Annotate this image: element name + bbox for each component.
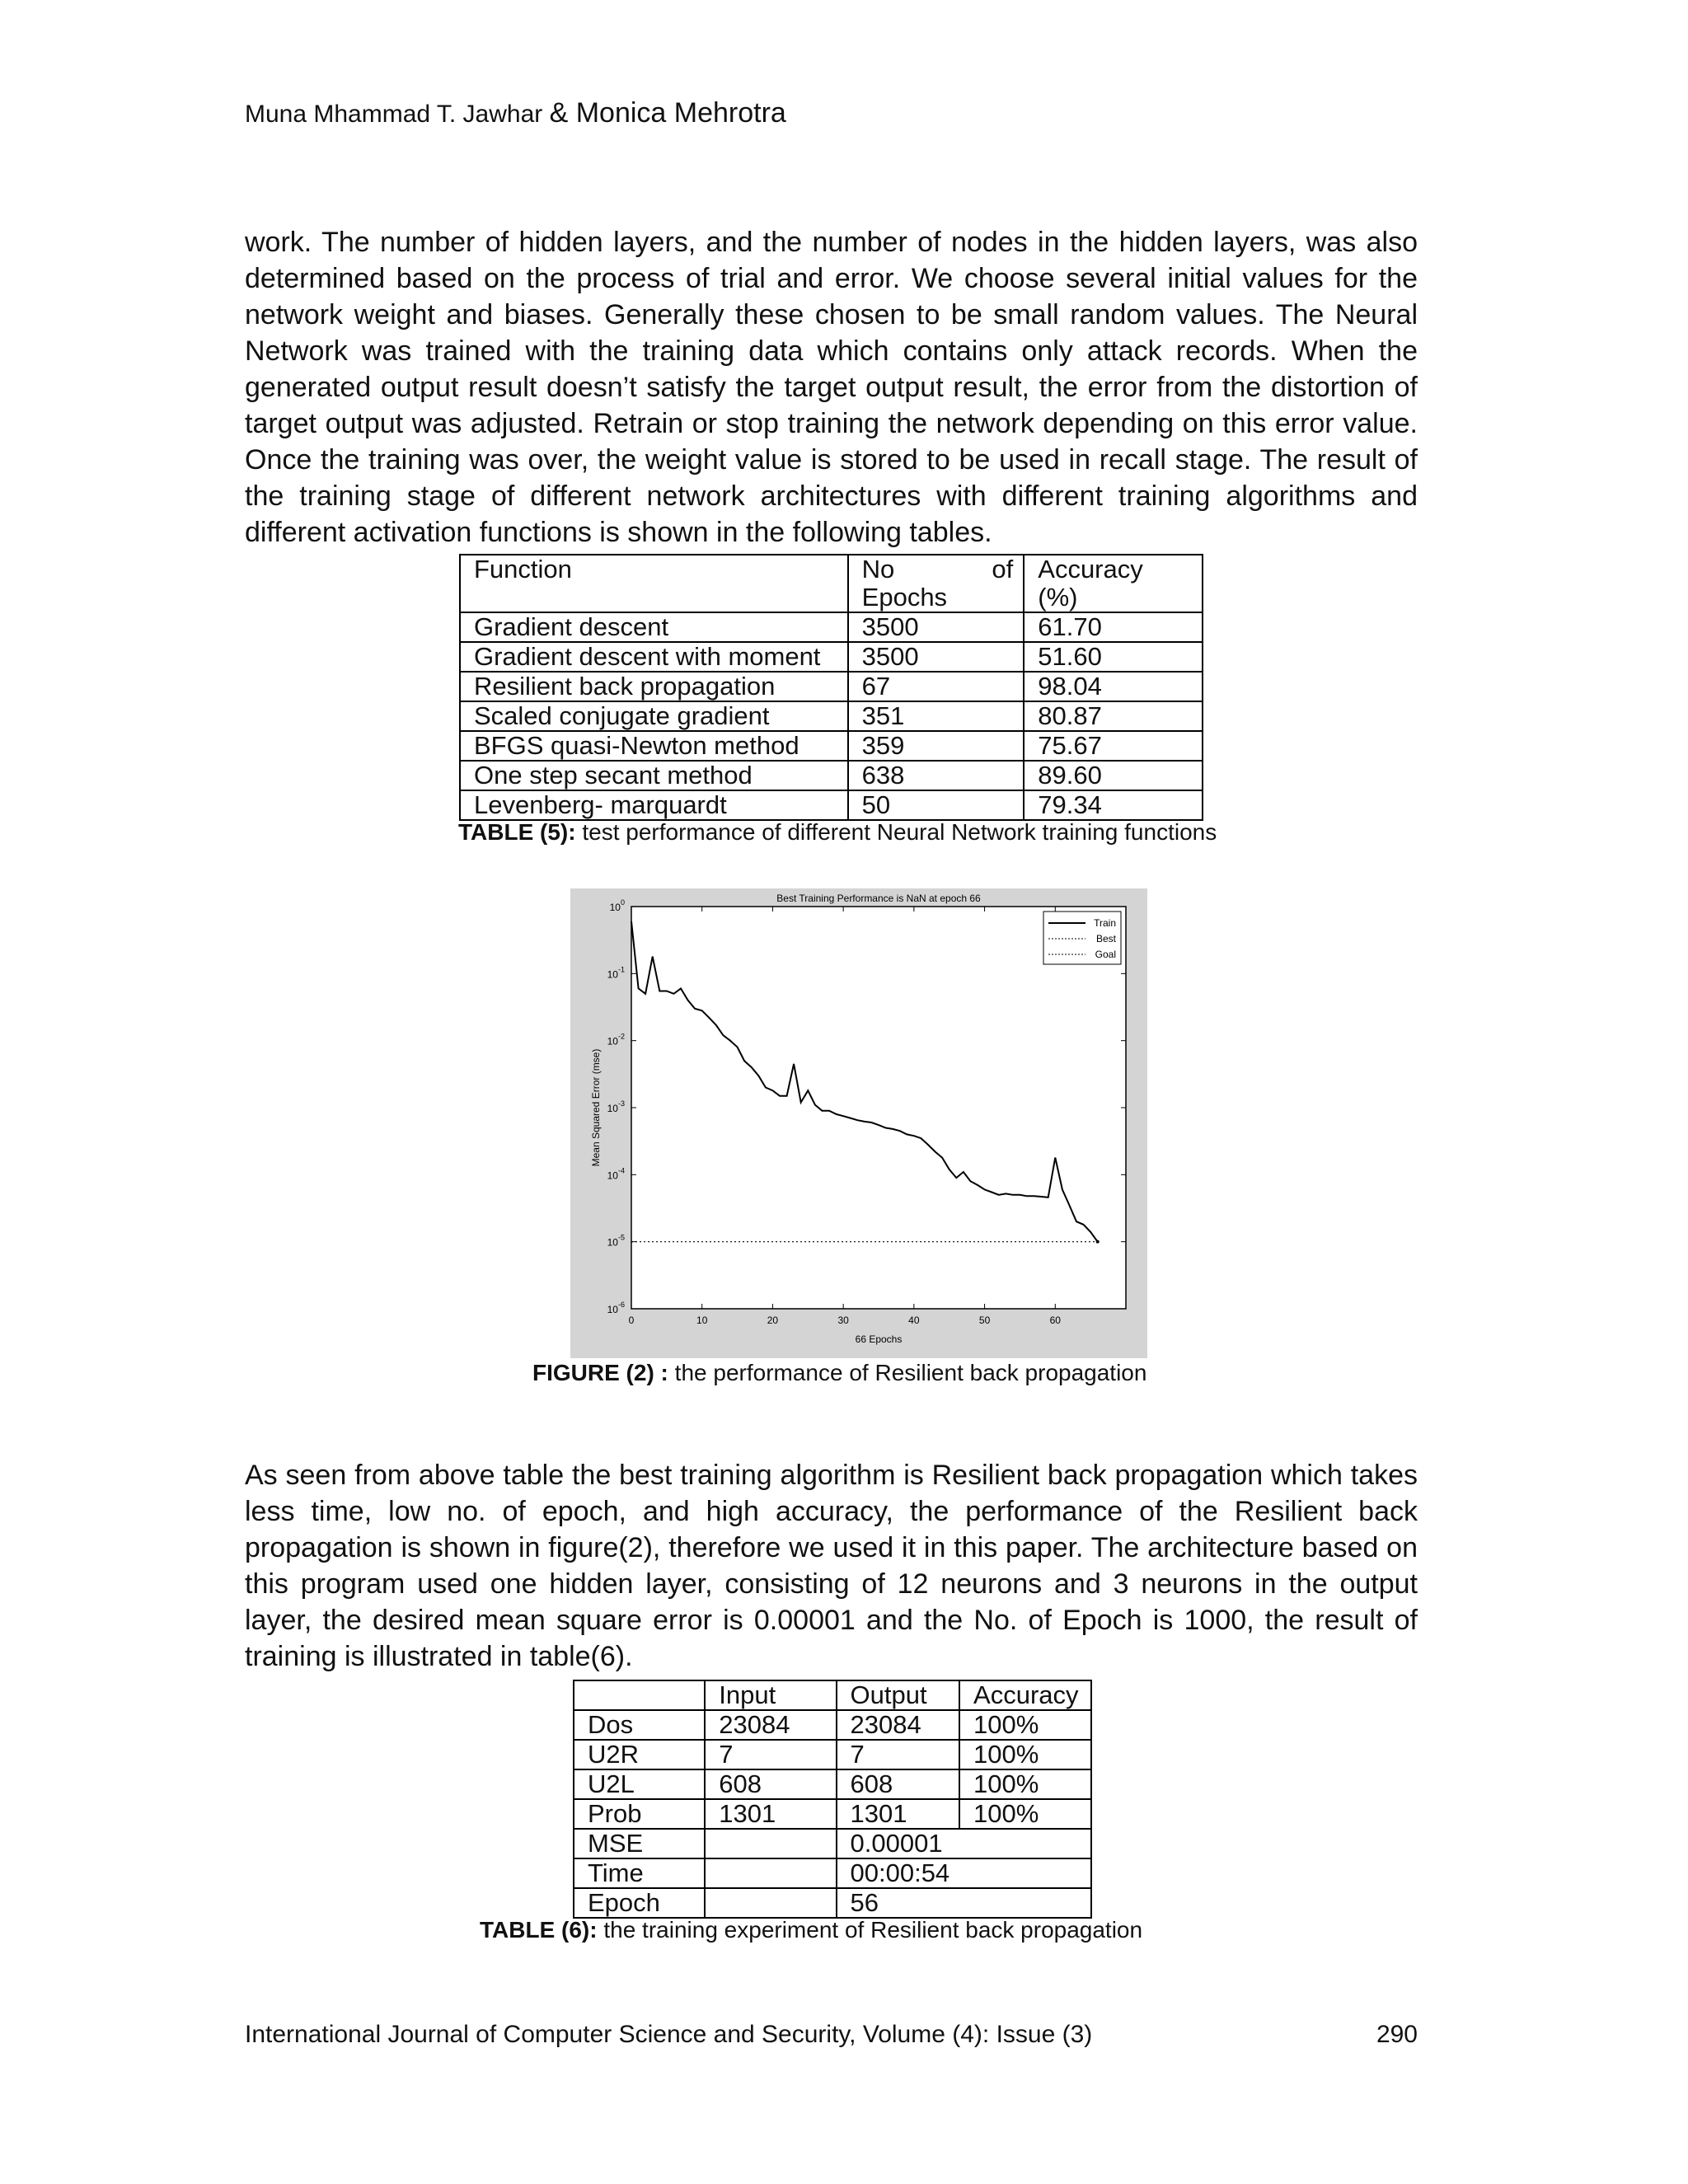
table-cell: 98.04	[1024, 672, 1203, 701]
table-6-caption	[480, 1917, 1142, 1943]
table-cell: BFGS quasi-Newton method	[460, 731, 848, 761]
table-cell	[705, 1829, 836, 1858]
table-row	[460, 612, 1203, 642]
y-tick-label: $10^0$	[609, 898, 625, 913]
table-cell: One step secant method	[460, 761, 848, 790]
legend-train-label: Train	[1094, 917, 1116, 929]
figure-2-chart	[570, 888, 1147, 1358]
table-cell: 79.34	[1024, 790, 1203, 820]
page-number: 290	[1376, 2021, 1418, 2048]
chart-title: Best Training Performance is NaN at epoch 66	[776, 893, 981, 904]
table-cell: 89.60	[1024, 761, 1203, 790]
table-cell: Epoch	[574, 1888, 705, 1918]
table-cell: 1301	[837, 1799, 960, 1829]
header-accuracy-unit: (%)	[1038, 583, 1078, 612]
table-cell: 23084	[837, 1710, 960, 1740]
table-cell: 608	[705, 1769, 836, 1799]
x-tick-label: 30	[837, 1315, 849, 1326]
table-summary-row	[574, 1858, 1091, 1888]
y-tick-label: $10^{-4}$	[607, 1166, 625, 1182]
table-6	[573, 1680, 1092, 1919]
figure-2-caption	[532, 1360, 1146, 1386]
table-6-caption-text: the training experiment of Resilient back propagation	[597, 1917, 1143, 1943]
table-5-caption-label: TABLE (5):	[458, 819, 576, 845]
header-cell-empty	[574, 1680, 705, 1710]
y-tick-label: $10^{-6}$	[607, 1301, 625, 1315]
table-cell: 51.60	[1024, 642, 1203, 672]
header-epochs-word: Epochs	[861, 583, 948, 612]
table-cell: Gradient descent with moment	[460, 642, 848, 672]
body-paragraph-1: work. The number of hidden layers, and the number of nodes in the hidden layers, was also determined based on the process of trial and error. We choose several initial values for the network weight and biases. Generally these chosen to be small random values. The Neural Network was trained with the training data which contains only attack records. When the generated output result doesn’t satisfy the target output result, the error from the distortion of target output was adjusted. Retrain or stop training the network depending on this error value. Once the training was over, the weight value is stored to be used in recall stage. The result of the training stage of different network architectures with different training algorithms and different activation functions is shown in the following tables.	[245, 227, 1418, 548]
table-cell: 100%	[959, 1769, 1091, 1799]
table-row	[460, 761, 1203, 790]
y-tick-label: $10^{-1}$	[607, 965, 625, 981]
table-cell: 7	[837, 1740, 960, 1769]
body-paragraph-2: As seen from above table the best training algorithm is Resilient back propagation which takes less time, low no. of epoch, and high accuracy, the performance of the Resilient back propagation is shown in figure(2), therefore we used it in this paper. The architecture based on this program used one hidden layer, consisting of 12 neurons and 3 neurons in the output layer, the desired mean square error is 0.00001 and the No. of Epoch is 1000, the result of training is illustrated in table(6).	[245, 1460, 1418, 1672]
table-cell: Prob	[574, 1799, 705, 1829]
table-row	[460, 672, 1203, 701]
table-cell: 3500	[848, 642, 1025, 672]
table-cell: Dos	[574, 1710, 705, 1740]
x-axis-label: 66 Epochs	[855, 1333, 903, 1345]
table-cell	[705, 1888, 836, 1918]
legend	[1043, 912, 1121, 964]
table-cell: 67	[848, 672, 1025, 701]
table-cell: U2L	[574, 1769, 705, 1799]
table-cell: 359	[848, 731, 1025, 761]
x-tick-label: 50	[978, 1315, 991, 1326]
table-cell: 7	[705, 1740, 836, 1769]
table-cell: 50	[848, 790, 1025, 820]
table-row	[460, 642, 1203, 672]
x-tick-label: 60	[1049, 1315, 1061, 1326]
table-cell: 61.70	[1024, 612, 1203, 642]
figure-2-caption-text: the performance of Resilient back propagation	[668, 1360, 1147, 1385]
y-axis-label: Mean Squared Error (mse)	[590, 1048, 602, 1167]
header-cell-input: Input	[705, 1680, 836, 1710]
header-epochs-of: of	[992, 555, 1014, 583]
table-row	[460, 731, 1203, 761]
table-5-caption	[458, 819, 1217, 846]
table-cell: Resilient back propagation	[460, 672, 848, 701]
plot-area	[631, 907, 1126, 1309]
x-tick-label: 20	[767, 1315, 779, 1326]
header-cell-accuracy: Accuracy	[959, 1680, 1091, 1710]
table-cell: 0.00001	[837, 1829, 1092, 1858]
header-cell-epochs	[848, 555, 1025, 612]
table-cell: 3500	[848, 612, 1025, 642]
table-cell: 608	[837, 1769, 960, 1799]
table-cell: Scaled conjugate gradient	[460, 701, 848, 731]
table-6-caption-label: TABLE (6):	[480, 1917, 598, 1943]
header-cell-function: Function	[460, 555, 848, 612]
table-cell: 00:00:54	[837, 1858, 1092, 1888]
table-cell: 100%	[959, 1740, 1091, 1769]
table-cell: 1301	[705, 1799, 836, 1829]
footer-journal: International Journal of Computer Science and Security, Volume (4): Issue (3)	[245, 2021, 1093, 2048]
table-cell: 100%	[959, 1710, 1091, 1740]
table-cell: 23084	[705, 1710, 836, 1740]
table-cell: Time	[574, 1858, 705, 1888]
table-cell: Gradient descent	[460, 612, 848, 642]
table-summary-row	[574, 1829, 1091, 1858]
table-cell: MSE	[574, 1829, 705, 1858]
table-cell: 100%	[959, 1799, 1091, 1829]
running-header	[245, 97, 786, 129]
header-authors-part1: Muna Mhammad T. Jawhar	[245, 101, 543, 128]
table-row	[574, 1799, 1091, 1829]
table-summary-row	[574, 1888, 1091, 1918]
header-cell-accuracy	[1024, 555, 1203, 612]
legend-goal-label: Goal	[1095, 949, 1116, 960]
header-accuracy-word: Accuracy	[1038, 555, 1143, 583]
y-tick-label: $10^{-3}$	[607, 1099, 625, 1114]
header-authors-part2: & Monica Mehrotra	[549, 97, 786, 129]
table-row	[574, 1740, 1091, 1769]
table-row	[460, 790, 1203, 820]
table-cell: U2R	[574, 1740, 705, 1769]
table-row	[574, 1710, 1091, 1740]
page-footer	[245, 2021, 1418, 2049]
header-epochs-no: No	[861, 555, 895, 583]
header-cell-output: Output	[837, 1680, 960, 1710]
table-cell: 75.67	[1024, 731, 1203, 761]
table-row	[460, 701, 1203, 731]
figure-2-caption-label: FIGURE (2) :	[532, 1360, 668, 1385]
x-tick-label: 0	[628, 1315, 635, 1326]
table-cell: Levenberg- marquardt	[460, 790, 848, 820]
legend-best-label: Best	[1095, 933, 1116, 944]
table-cell: 56	[837, 1888, 1092, 1918]
table-cell: 638	[848, 761, 1025, 790]
table-cell	[705, 1858, 836, 1888]
series-best-point	[1096, 1240, 1100, 1244]
table-cell: 351	[848, 701, 1025, 731]
table-5	[459, 554, 1203, 821]
y-tick-label: $10^{-5}$	[607, 1233, 625, 1249]
table-header-row	[460, 555, 1203, 612]
table-5-caption-text: test performance of different Neural Network training functions	[575, 819, 1217, 845]
x-tick-label: 40	[908, 1315, 920, 1326]
table-row	[574, 1769, 1091, 1799]
table-header-row	[574, 1680, 1091, 1710]
table-cell: 80.87	[1024, 701, 1203, 731]
x-tick-label: 10	[696, 1315, 708, 1326]
y-tick-label: $10^{-2}$	[607, 1032, 625, 1047]
